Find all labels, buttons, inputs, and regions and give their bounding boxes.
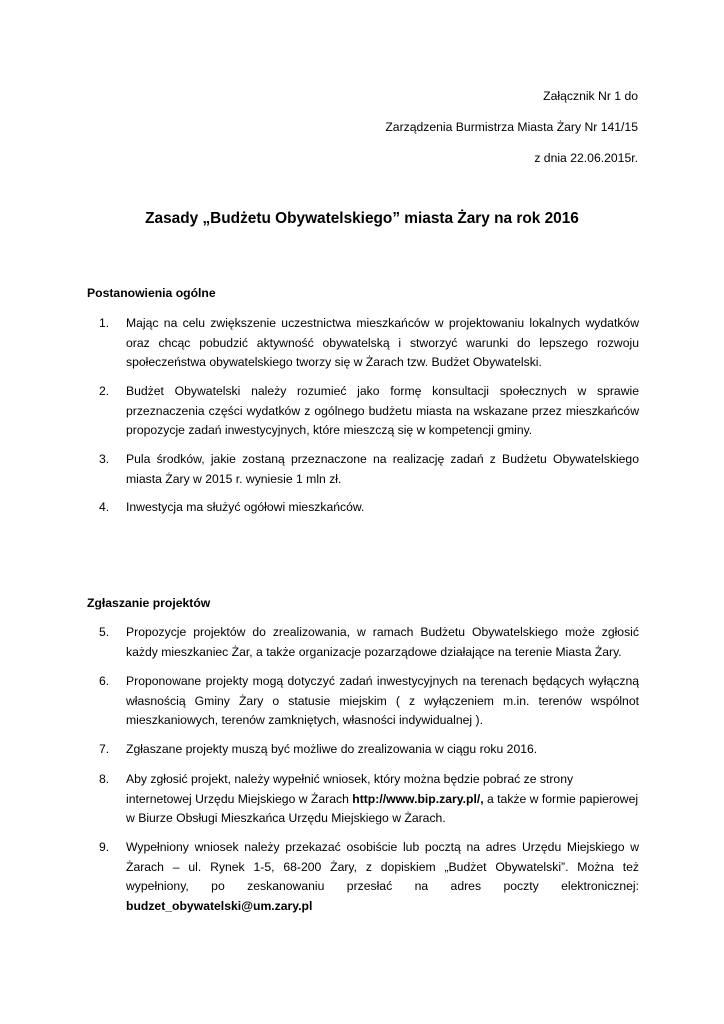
- list-item: [99, 623, 639, 662]
- list-item-number: 8.: [99, 772, 110, 786]
- list-item-number: 1.: [99, 316, 110, 330]
- list-item-text-after: a także w formie papierowej w Biurze Obsługi Mieszkańca Urzędu Miejskiego w Żarach.: [126, 791, 639, 825]
- list-item-number: 3.: [99, 452, 110, 466]
- list-item-text-body: Wypełniony wniosek należy przekazać osobiście lub pocztą na adres Urzędu Miejskiego w Żarach – ul. Rynek 1-5, 68-200 Żary, z dopiskiem „Budżet Obywatelski”. Można też wypełniony, po zeskanowaniu przesłać na adres poczty elektronicznej:: [126, 840, 639, 893]
- list-item-number: 5.: [99, 625, 110, 639]
- list-item-text: Propozycje projektów do zrealizowania, w ramach Budżetu Obywatelskiego może zgłosić każdy mieszkaniec Żar, a także organizacje pozarządowe działające na terenie Miasta Żary.: [126, 625, 639, 659]
- list-item-text: [126, 770, 639, 829]
- list-item: [99, 740, 639, 760]
- list-item: [99, 382, 639, 441]
- list-item-text: Budżet Obywatelski należy rozumieć jako formę konsultacji społecznych w sprawie przeznaczenia części wydatków z ogólnego budżetu miasta na wskazane przez mieszkańców propozycje zadań inwestycyjnych, które mieszczą się w kompetencji gminy.: [126, 384, 639, 437]
- section-heading-general: Postanowienia ogólne: [87, 286, 216, 300]
- ordinance-date: z dnia 22.06.2015r.: [534, 151, 638, 165]
- list-item: [99, 450, 639, 489]
- list-item: [99, 770, 639, 829]
- list-item-text: Pula środków, jakie zostaną przeznaczone na realizację zadań z Budżetu Obywatelskiego miasta Żary w 2015 r. wyniesie 1 mln zł.: [126, 452, 639, 486]
- list-item-number: 7.: [99, 742, 110, 756]
- contact-email-link[interactable]: budzet_obywatelski@um.zary.pl: [126, 898, 313, 913]
- list-item-text: Proponowane projekty mogą dotyczyć zadań inwestycyjnych na terenach będących wyłączną własnością Gminy Żary o statusie miejskim ( z wyłączeniem m.in. terenów wspólnot mieszkaniowych, terenów zamkniętych, własności indywidualnej ).: [126, 674, 639, 727]
- list-item: [99, 314, 639, 373]
- ordinance-reference: Zarządzenia Burmistrza Miasta Żary Nr 141/15: [385, 120, 638, 134]
- bip-website-link[interactable]: http://www.bip.zary.pl/,: [352, 791, 484, 806]
- document-title: Zasady „Budżetu Obywatelskiego” miasta Żary na rok 2016: [145, 210, 579, 227]
- list-item: [99, 672, 639, 731]
- list-item-number: 2.: [99, 384, 110, 398]
- list-item-number: 6.: [99, 674, 110, 688]
- attachment-header: [385, 88, 638, 181]
- list-item-text: Inwestycja ma służyć ogółowi mieszkańców.: [126, 500, 365, 514]
- section-heading-submission: Zgłaszanie projektów: [87, 596, 211, 610]
- list-item: [99, 498, 639, 518]
- list-item: [99, 838, 639, 916]
- list-item-text: [126, 838, 639, 916]
- list-item-text: Zgłaszane projekty muszą być możliwe do zrealizowania w ciągu roku 2016.: [126, 742, 538, 756]
- list-item-text: Mając na celu zwiększenie uczestnictwa mieszkańców w projektowaniu lokalnych wydatków oraz chcąc pobudzić aktywność obywatelską i stworzyć warunki do lepszego rozwoju społeczeństwa obywatelskiego tworzy się w Żarach tzw. Budżet Obywatelski.: [126, 316, 639, 369]
- list-item-text-before: Aby zgłosić projekt, należy wypełnić wniosek, który można będzie pobrać ze strony internetowej Urzędu Miejskiego w Żarach: [126, 772, 574, 806]
- attachment-number: Załącznik Nr 1 do: [543, 89, 638, 103]
- list-item-number: 9.: [99, 840, 110, 854]
- list-item-number: 4.: [99, 500, 110, 514]
